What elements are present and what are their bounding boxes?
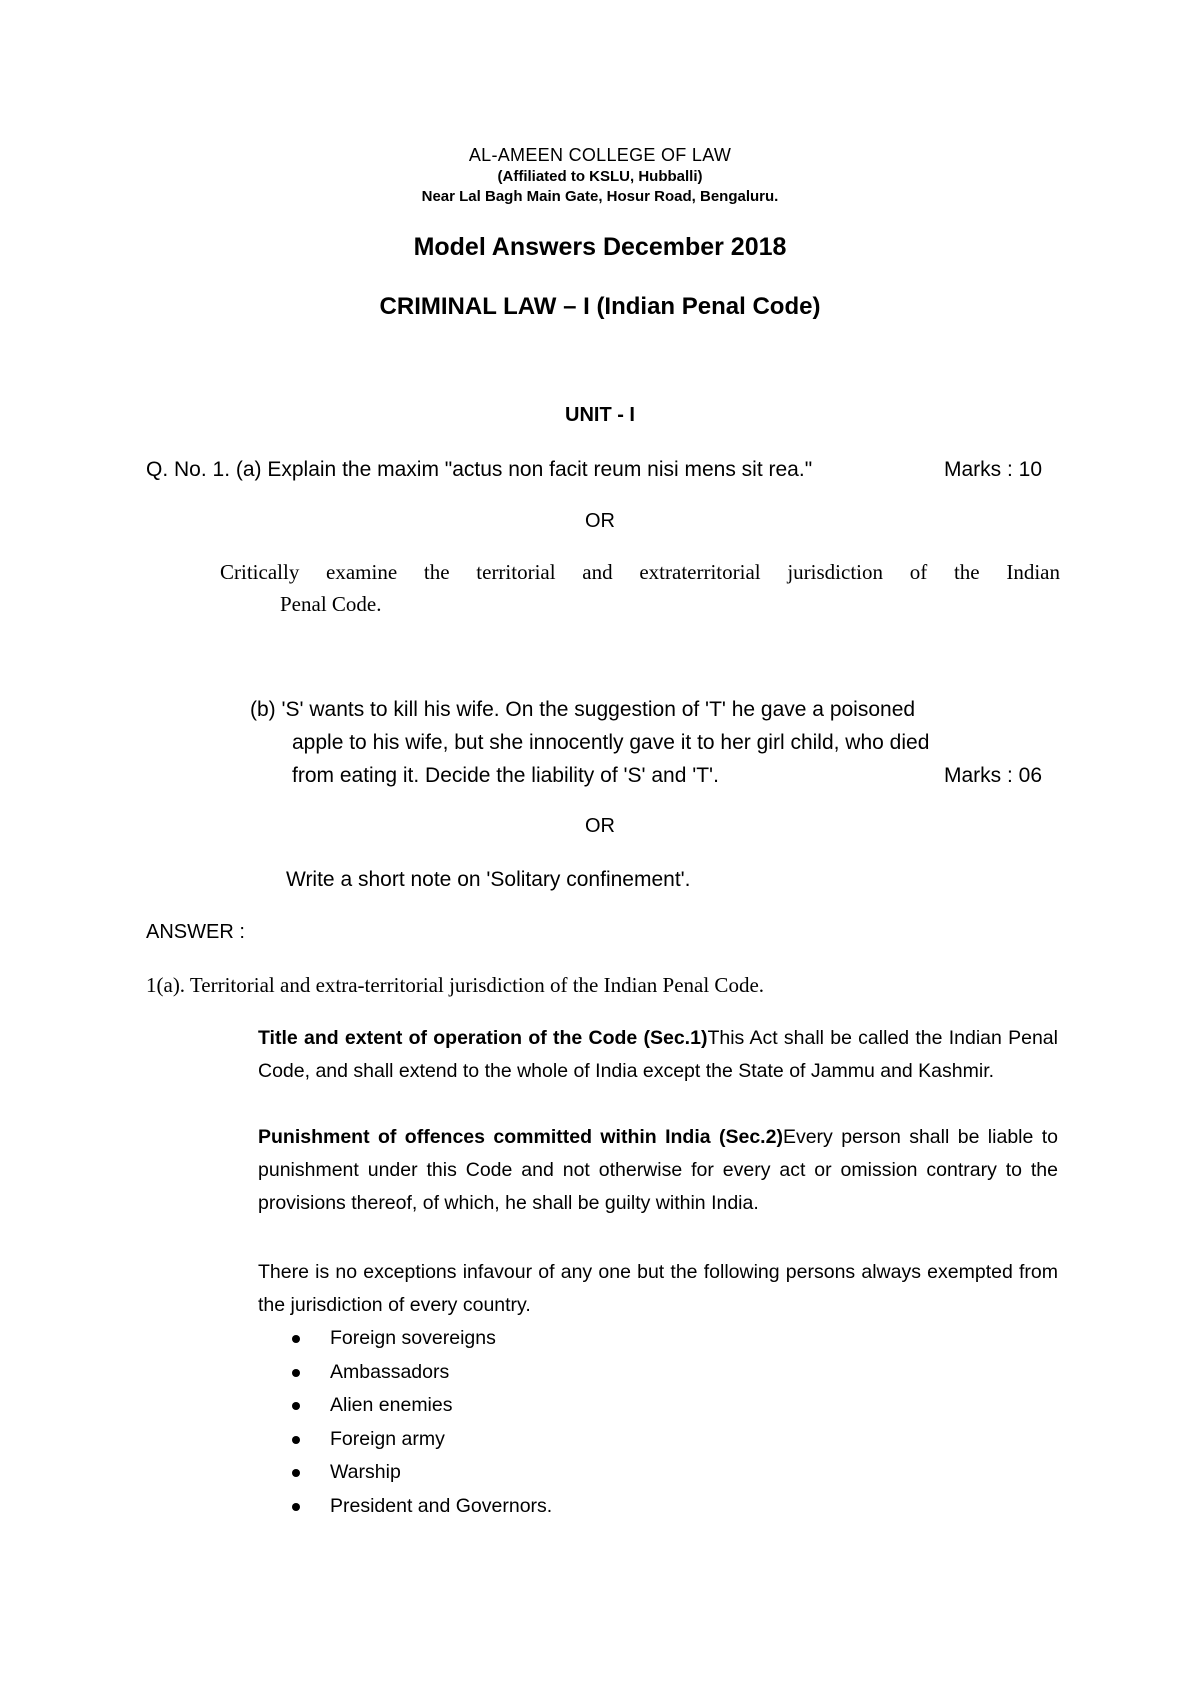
- list-item: [292, 1456, 552, 1490]
- question-1b-alternative: Write a short note on 'Solitary confinement'.: [286, 868, 691, 891]
- list-item: [292, 1490, 552, 1524]
- answer-heading-text: 1(a). Territorial and extra-territorial jurisdiction of the Indian Penal Code.: [146, 973, 765, 997]
- list-item-text: Warship: [330, 1461, 401, 1484]
- answer-paragraph-sec1: [258, 1022, 1058, 1088]
- bullet-icon: [292, 1335, 300, 1343]
- question-1a-alternative-line2: Penal Code.: [280, 592, 382, 616]
- affiliation: (Affiliated to KSLU, Hubballi): [497, 168, 703, 185]
- bullet-icon: [292, 1369, 300, 1377]
- or-separator-1: OR: [585, 510, 615, 532]
- document-title: Model Answers December 2018: [413, 233, 787, 261]
- exempted-persons-list: [292, 1322, 552, 1524]
- bullet-icon: [292, 1469, 300, 1477]
- subject-title: CRIMINAL LAW – I (Indian Penal Code): [379, 293, 821, 320]
- sec2-text: Every person shall be liable to punishment under this Code and not otherwise for every act or omission contrary to the provisions thereof, of which, he shall be guilty within India.: [258, 1126, 1058, 1214]
- or-separator-2: OR: [585, 815, 615, 837]
- list-item-text: Foreign army: [330, 1427, 445, 1450]
- sec1-heading: Title and extent of operation of the Code (Sec.1): [258, 1027, 708, 1049]
- question-1a-alternative-line1: Critically examine the territorial and extraterritorial jurisdiction of the Indian: [220, 560, 1060, 584]
- list-item: [292, 1389, 552, 1423]
- list-item-text: Foreign sovereigns: [330, 1327, 496, 1349]
- list-item-text: Ambassadors: [330, 1360, 450, 1383]
- bullet-icon: [292, 1503, 300, 1511]
- list-item-text: Alien enemies: [330, 1394, 453, 1417]
- question-1b-marks: Marks : 06: [944, 764, 1043, 787]
- answer-paragraph-exceptions: There is no exceptions infavour of any one but the following persons always exempted from the jurisdiction of every country.: [258, 1261, 1058, 1316]
- question-1b-line3: from eating it. Decide the liability of 'S' and 'T'.: [292, 764, 719, 787]
- college-address: Near Lal Bagh Main Gate, Hosur Road, Bengaluru.: [421, 188, 779, 205]
- question-1a: Q. No. 1. (a) Explain the maxim "actus non facit reum nisi mens sit rea.": [146, 458, 813, 481]
- answer-label: ANSWER :: [146, 921, 245, 943]
- bullet-icon: [292, 1402, 300, 1410]
- list-item: [292, 1423, 552, 1457]
- list-item: [292, 1356, 552, 1390]
- list-item: [292, 1322, 552, 1356]
- sec2-heading: Punishment of offences committed within India (Sec.2): [258, 1126, 783, 1148]
- answer-paragraph-sec2: [258, 1121, 1058, 1220]
- question-1a-marks: Marks : 10: [944, 458, 1043, 481]
- college-name: AL-AMEEN COLLEGE OF LAW: [468, 145, 732, 165]
- unit-heading: UNIT - I: [565, 404, 635, 426]
- question-1b-line2: apple to his wife, but she innocently gave it to her girl child, who died: [292, 731, 930, 754]
- answer-heading: [146, 973, 764, 998]
- list-item-text: President and Governors.: [330, 1494, 553, 1517]
- question-1b-line1: (b) 'S' wants to kill his wife. On the suggestion of 'T' he gave a poisoned: [250, 698, 916, 721]
- sec1-text: This Act shall be called the Indian Penal Code, and shall extend to the whole of India except the State of Jammu and Kashmir.: [258, 1027, 1058, 1082]
- bullet-icon: [292, 1436, 300, 1444]
